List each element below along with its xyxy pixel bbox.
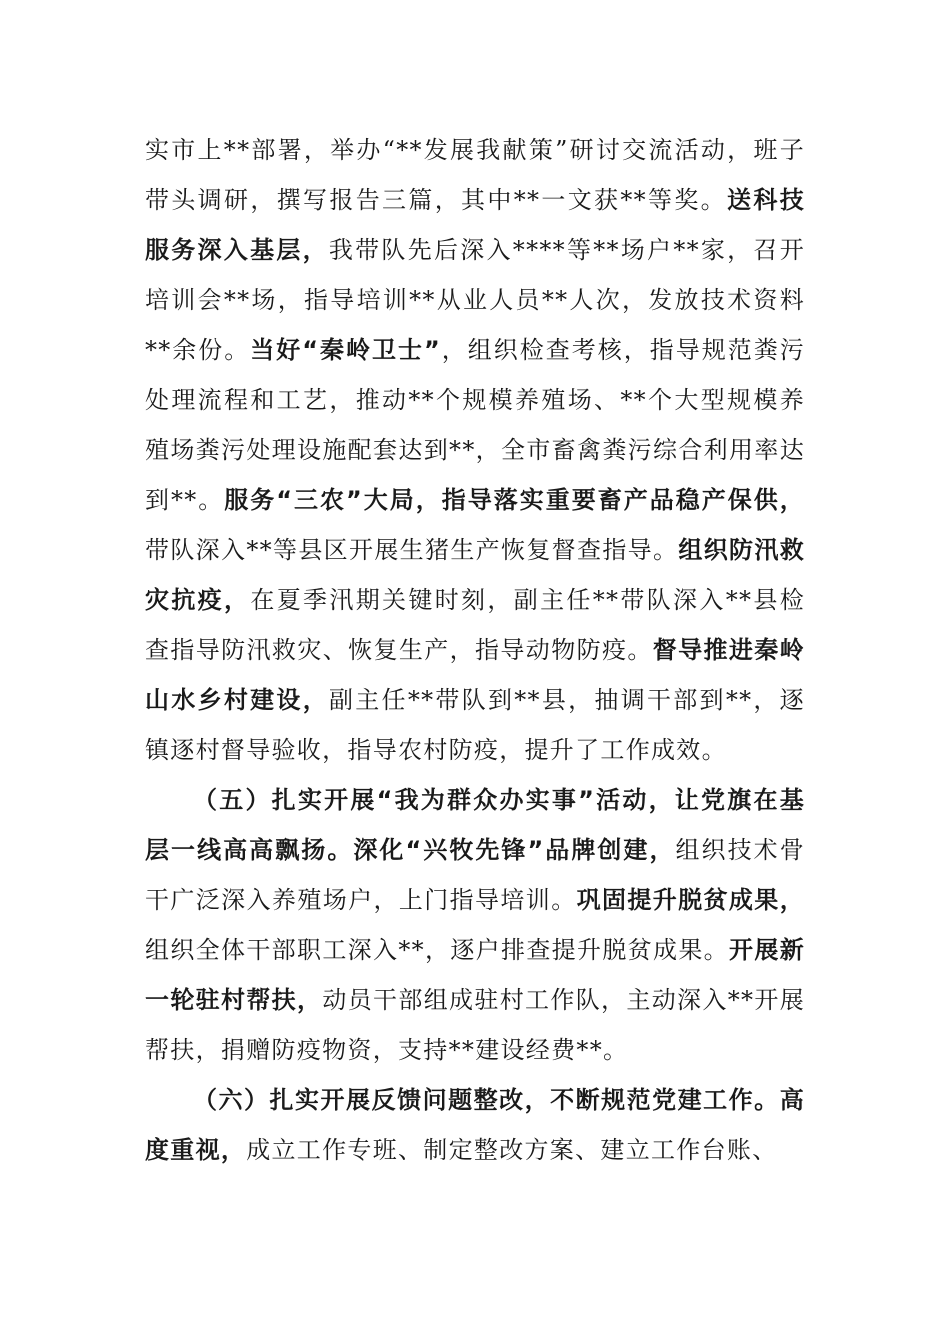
bold-heading: 当好“秦岭卫士” [250,336,442,364]
bold-heading: 服务“三农”大局，指导落实重要畜产品稳产保供， [224,486,805,514]
sentence: 动员干部组成驻村工作队，主动深入**开展帮扶，捐赠防疫物资，支持**建设经费**。 [145,986,805,1064]
bold-heading: 开展新一轮驻村帮扶， [145,936,806,1014]
document-body [145,125,805,1175]
sentence: 实市上**部署，举办“**发展我献策”研讨交流活动，班子带头调研，撰写报告三篇，其中**一文获**等奖。 [145,136,805,214]
sentence: 组织技术骨干广泛深入养殖场户，上门指导培训。 [145,836,805,914]
bold-heading: 督导推进秦岭山水乡村建设， [145,636,805,714]
sentence: 副主任**带队到**县，抽调干部到**，逐镇逐村督导验收，指导农村防疫，提升了工作成效。 [145,686,805,764]
sentence: 我带队先后深入****等**场户**家，召开培训会**场，指导培训**从业人员**人次，发放技术资料**余份。 [145,236,805,364]
sentence: 组织全体干部职工深入**，逐户排查提升脱贫成果。 [145,936,730,964]
paragraph-continued [145,125,805,775]
paragraph-section-6 [145,1075,805,1175]
bold-heading: 组织防汛救灾抗疫， [145,536,806,614]
bold-heading: 巩固提升脱贫成果， [576,886,805,914]
section-heading: （六）扎实开展反馈问题整改，不断规范党建工作。高度重视， [145,1086,805,1164]
bold-heading: 送科技服务深入基层， [145,186,805,264]
sentence: 带队深入**等县区开展生猪生产恢复督查指导。 [145,536,679,564]
sentence: 成立工作专班、制定整改方案、建立工作台账、 [246,1136,778,1164]
section-heading: （五）扎实开展“我为群众办实事”活动，让党旗在基层一线高高飘扬。深化“兴牧先锋”品牌创建， [145,786,805,864]
sentence: 在夏季汛期关键时刻，副主任**带队深入**县检查指导防汛救灾、恢复生产，指导动物防疫。 [145,586,805,664]
paragraph-section-5 [145,775,805,1075]
sentence: ，组织检查考核，指导规范粪污处理流程和工艺，推动**个规模养殖场、**个大型规模养殖场粪污处理设施配套达到**，全市畜禽粪污综合利用率达到**。 [145,336,806,514]
